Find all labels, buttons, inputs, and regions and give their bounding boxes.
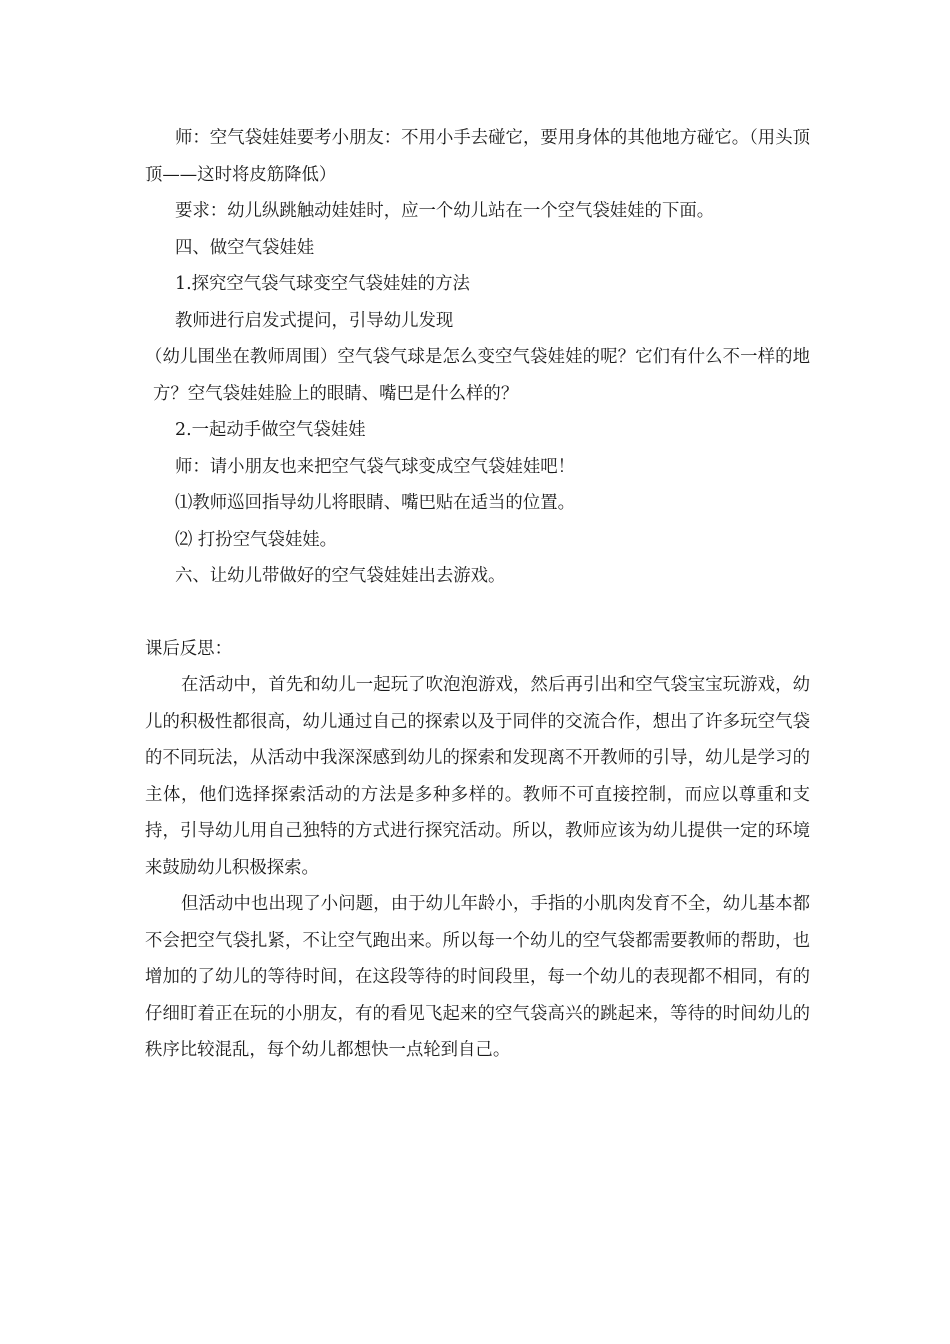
paragraph-teacher-questions: 教师进行启发式提问，引导幼儿发现	[175, 310, 454, 331]
list-item-guide: ⑴教师巡回指导幼儿将眼睛、嘴巴贴在适当的位置。	[175, 493, 575, 513]
list-item-dress-up: ⑵ 打扮空气袋娃娃。	[175, 529, 338, 550]
subheading-make-together: 2.一起动手做空气袋娃娃	[175, 420, 366, 440]
document-body	[145, 120, 810, 1069]
blank-line	[145, 595, 810, 631]
subheading-explore-method: 1.探究空气袋气球变空气袋娃娃的方法	[175, 274, 470, 294]
paragraph-teacher-invite: 师：请小朋友也来把空气袋气球变成空气袋娃娃吧！	[175, 456, 575, 477]
reflection-title: 课后反思：	[145, 638, 232, 659]
paragraph-teacher-instruction: 师：空气袋娃娃要考小朋友：不用小手去碰它，要用身体的其他地方碰它。（用头顶顶——这时将皮筋降低）	[145, 128, 810, 185]
reflection-paragraph-2: 但活动中也出现了小问题，由于幼儿年龄小，手指的小肌肉发育不全，幼儿基本都不会把空气袋扎紧，不让空气跑出来。所以每一个幼儿的空气袋都需要教师的帮助，也增加的了幼儿的等待时间，在这段等待的时间段里，每一个幼儿的表现都不相同，有的仔细盯着正在玩的小朋友，有的看见飞起来的空气袋高兴的跳起来，等待的时间幼儿的秩序比较混乱，每个幼儿都想快一点轮到自己。	[145, 894, 810, 1060]
paragraph-requirement: 要求：幼儿纵跳触动娃娃时，应一个幼儿站在一个空气袋娃娃的下面。	[175, 201, 715, 221]
paragraph-children-questions: （幼儿围坐在教师周围）空气袋气球是怎么变空气袋娃娃的呢？它们有什么不一样的地方？空气袋娃娃脸上的眼睛、嘴巴是什么样的？	[145, 347, 810, 404]
reflection-paragraph-1: 在活动中，首先和幼儿一起玩了吹泡泡游戏，然后再引出和空气袋宝宝玩游戏，幼儿的积极性都很高，幼儿通过自己的探索以及于同伴的交流合作，想出了许多玩空气袋的不同玩法，从活动中我深深感到幼儿的探索和发现离不开教师的引导，幼儿是学习的主体，他们选择探索活动的方法是多种多样的。教师不可直接控制，而应以尊重和支持，引导幼儿用自己独特的方式进行探究活动。所以，教师应该为幼儿提供一定的环境来鼓励幼儿积极探索。	[145, 675, 810, 878]
section-heading-go-play: 六、让幼儿带做好的空气袋娃娃出去游戏。	[175, 566, 506, 586]
section-heading-make-doll: 四、做空气袋娃娃	[175, 237, 315, 258]
